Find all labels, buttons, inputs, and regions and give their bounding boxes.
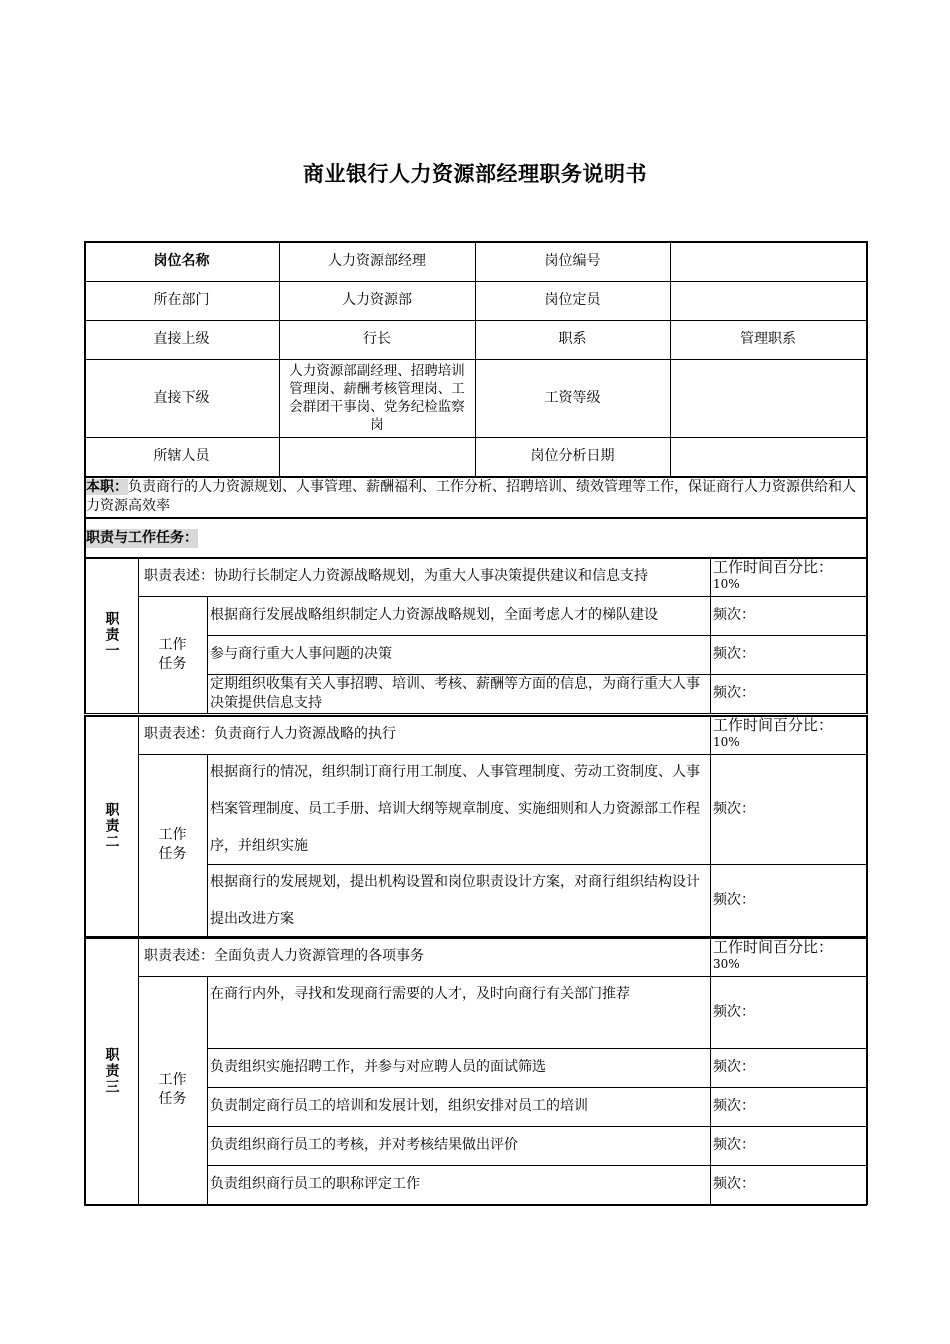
- field-label: 所在部门: [153, 292, 210, 308]
- task-item: 负责组织商行员工的考核，并对考核结果做出评价: [210, 1137, 518, 1153]
- duty-name: [84, 715, 138, 936]
- field-value: 行长: [363, 331, 391, 347]
- task-item: 负责组织实施招聘工作，并参与对应聘人员的面试筛选: [210, 1059, 546, 1075]
- field-label: 工资等级: [544, 389, 601, 406]
- duty-name-text: 职责一: [103, 611, 120, 659]
- field-value: 人力资源部副经理、招聘培训管理岗、薪酬考核管理岗、工会群团干事岗、党务纪检监察岗: [289, 363, 465, 433]
- task-frequency: 频次：: [713, 685, 755, 701]
- field-label: 岗位定员: [544, 292, 601, 308]
- duty-name: [84, 557, 138, 713]
- task-item: 在商行内外，寻找和发现商行需要的人才，及时向商行有关部门推荐: [210, 986, 630, 1002]
- task-frequency: 频次：: [713, 800, 755, 817]
- core-duty-statement: [86, 478, 862, 516]
- field-value: 人力资源部: [342, 292, 412, 308]
- field-value: 人力资源部经理: [328, 252, 426, 269]
- time-percentage-label: 工作时间百分比：: [713, 716, 834, 734]
- task-frequency: 频次：: [713, 646, 755, 662]
- field-value: [670, 241, 866, 281]
- core-duty-text: 负责商行的人力资源规划、人事管理、薪酬福利、工作分析、招聘培训、绩效管理等工作，保证商行人力资源供给和人力资源高效率: [86, 479, 856, 514]
- duty-name-text: 职责三: [103, 1046, 120, 1095]
- task-frequency: 频次：: [713, 1098, 755, 1114]
- work-task-label: [138, 596, 207, 713]
- field-value: [283, 437, 471, 476]
- task-item: 定期组织收集有关人事招聘、培训、考核、薪酬等方面的信息，为商行重大人事决策提供信息支持: [210, 675, 700, 711]
- time-percentage-value: 10%: [713, 577, 740, 591]
- time-percentage-value: 30%: [713, 957, 740, 971]
- field-value: [670, 359, 866, 437]
- table-vertical-border: [207, 596, 208, 713]
- work-task-label: [138, 976, 207, 1204]
- task-frequency: 频次：: [713, 607, 755, 623]
- duty-name: [84, 937, 138, 1204]
- field-label: 直接上级: [153, 331, 210, 347]
- time-percentage: [713, 716, 864, 753]
- table-horizontal-border: [84, 517, 867, 519]
- time-percentage: [713, 558, 864, 595]
- duty-description: 职责表述：负责商行人力资源战略的执行: [144, 726, 396, 742]
- document-title: 商业银行人力资源部经理职务说明书: [303, 162, 647, 186]
- table-vertical-border: [866, 557, 868, 714]
- task-item: 根据商行的情况，组织制订商行用工制度、人事管理制度、劳动工资制度、人事档案管理制度、员工手册、培训大纲等规章制度、实施细则和人力资源部工作程序，并组织实施: [210, 764, 700, 854]
- duties-section-label: [86, 528, 386, 548]
- task-frequency: 频次：: [713, 1003, 755, 1020]
- table-vertical-border: [866, 937, 868, 1205]
- task-frequency: 频次：: [713, 1176, 755, 1192]
- task-item: 负责组织商行员工的职称评定工作: [210, 1176, 420, 1192]
- field-label: 所辖人员: [153, 448, 210, 464]
- task-frequency: 频次：: [713, 1059, 755, 1075]
- field-label: 直接下级: [153, 389, 210, 406]
- table-vertical-border: [866, 715, 868, 937]
- field-label: 职系: [558, 331, 587, 347]
- duty-name-text: 职责二: [103, 801, 120, 850]
- task-frequency: 频次：: [713, 891, 755, 908]
- duty-description: 职责表述：全面负责人力资源管理的各项事务: [144, 948, 424, 964]
- time-percentage-label: 工作时间百分比：: [713, 558, 834, 576]
- table-vertical-border: [207, 976, 208, 1204]
- table-vertical-border: [279, 241, 280, 476]
- table-vertical-border: [207, 754, 208, 936]
- duties-section-label-text: 职责与工作任务：: [86, 529, 198, 546]
- task-item: 根据商行发展战略组织制定人力资源战略规划，全面考虑人才的梯队建设: [210, 607, 658, 623]
- work-task-label-text: 工作任务: [158, 827, 187, 862]
- field-label: 岗位编号: [544, 252, 601, 269]
- field-value: [670, 437, 866, 476]
- core-duty-label: 本职：: [86, 479, 128, 495]
- table-horizontal-border: [84, 1204, 867, 1206]
- work-task-label-text: 工作任务: [158, 1072, 187, 1107]
- task-item: 根据商行的发展规划，提出机构设置和岗位职责设计方案，对商行组织结构设计提出改进方案: [210, 874, 700, 927]
- field-value: [670, 281, 866, 320]
- task-item: 参与商行重大人事问题的决策: [210, 646, 392, 662]
- time-percentage: [713, 938, 864, 975]
- table-vertical-border: [866, 476, 868, 557]
- work-task-label: [138, 754, 207, 936]
- duty-description: 职责表述：协助行长制定人力资源战略规划，为重大人事决策提供建议和信息支持: [144, 568, 648, 584]
- table-vertical-border: [710, 715, 711, 936]
- table-horizontal-border: [84, 713, 867, 714]
- work-task-label-text: 工作任务: [158, 636, 187, 672]
- table-vertical-border: [866, 241, 868, 476]
- task-item: 负责制定商行员工的培训和发展计划，组织安排对员工的培训: [210, 1098, 588, 1114]
- field-value: 管理职系: [740, 331, 796, 347]
- table-vertical-border: [710, 937, 711, 1204]
- time-percentage-label: 工作时间百分比：: [713, 938, 834, 956]
- time-percentage-value: 10%: [713, 735, 740, 749]
- field-label: 岗位分析日期: [530, 448, 615, 464]
- field-label: 岗位名称: [153, 252, 210, 269]
- task-frequency: 频次：: [713, 1137, 755, 1153]
